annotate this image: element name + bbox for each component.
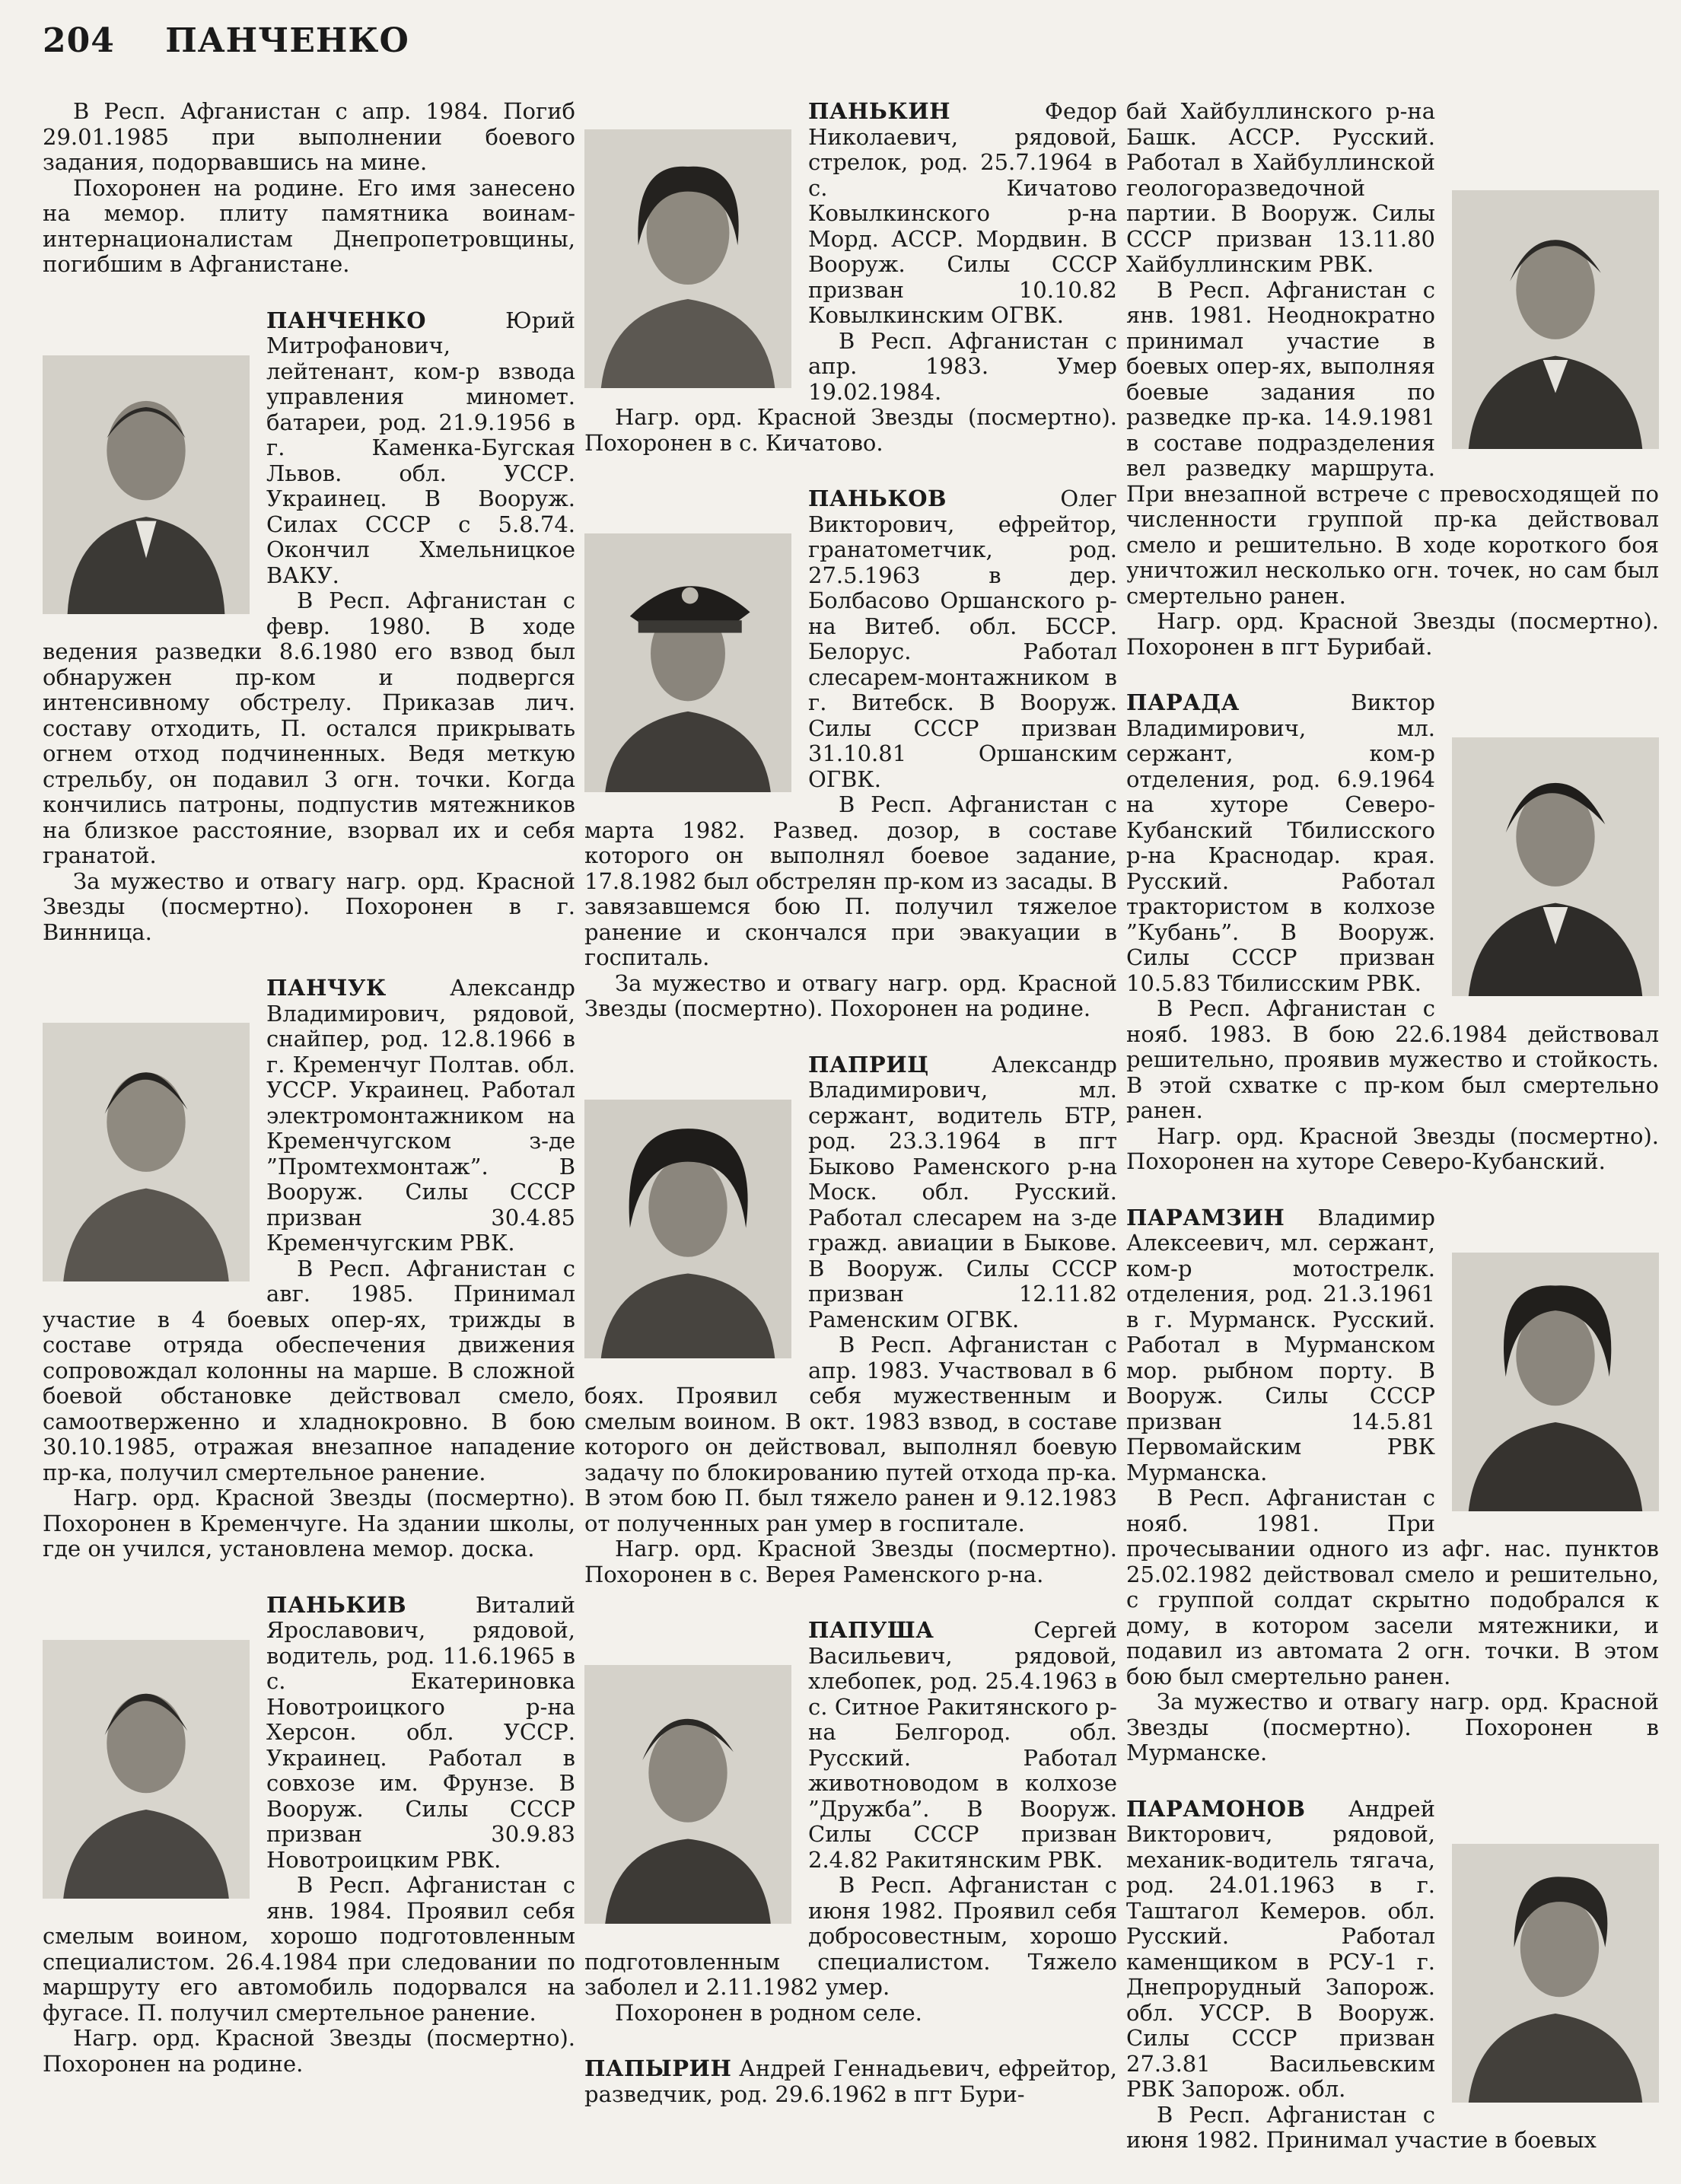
entry-heading: ПАРАМОНОВ Андрей Викторович, рядовой, механик-водитель тягача, род. 24.01.1963 в г. Таштагол Кемеров. обл. Русский. Работал каменщиком в РСУ-1 г. Днепрорудный Запорож. обл. УССР. В Вооруж. Силы СССР призван 27.3.81 Васильевским РВК Запорож. обл.: [1126, 1795, 1435, 2102]
column-3: [1126, 99, 1659, 2184]
surname: ПАРАМЗИН: [1126, 1204, 1285, 1230]
portrait-photo: [584, 533, 791, 792]
entry-panchuk: [43, 976, 575, 1562]
entry-heading: ПАНЬКИВ Виталий Ярославович, рядовой, водитель, род. 11.6.1965 в с. Екатериновка Новотроицкого р-на Херсон. обл. УССР. Украинец. Работал в совхозе им. Фрунзе. В Вооруж. Силы СССР призван 30.9.83 Новотроицким РВК.: [266, 1591, 575, 1873]
paragraph: За мужество и отвагу нагр. орд. Красной Звезды (посмертно). Похоронен в г. Винница.: [43, 868, 575, 945]
entry-parada: [1126, 690, 1659, 1175]
paragraph: Нагр. орд. Красной Звезды (посмертно). Похоронен на родине.: [43, 2025, 575, 2077]
entry-heading: ПАРАДА Виктор Владимирович, мл. сержант, ком-р отделения, род. 6.9.1964 на хуторе Северо-Кубанский Тбилисского р-на Краснодар. края. Русский. Работал трактористом в колхозе ”Кубань”. В Вооруж. Силы СССР призван 10.5.83 Тбилисским РВК.: [1126, 689, 1435, 996]
paragraph: За мужество и отвагу нагр. орд. Красной Звезды (посмертно). Похоронен в Мурманске.: [1126, 1689, 1659, 1765]
paragraph: Похоронен на родине. Его имя занесено на мемор. плиту памятника воинам-интернационалистам Днепропетровщины, погибшим в Афганистане.: [43, 174, 575, 277]
entry-paprits: [584, 1052, 1117, 1588]
entry-heading: ПАНЧУК Александр Владимирович, рядовой, снайпер, род. 12.8.1966 в г. Кременчуг Полтав. обл. УССР. Украинец. Работал электромонтажником на Кременчугском з-де ”Промтехмонтаж”. В Вооруж. Силы СССР призван 30.4.85 Кременчугским РВК.: [266, 975, 575, 1256]
paragraph: В Респ. Афганистан с апр. 1983. Участвовал в 6 боях. Проявил себя мужественным и смелым воином. В окт. 1983 взвод, в составе которого он действовал, выполнял боевую задачу по блокированию путей отхода пр-ка. В этом бою П. был тяжело ранен и 9.12.1983 от полученных ран умер в госпитале.: [584, 1332, 1117, 1536]
portrait-photo: [584, 129, 791, 388]
entry-papyrin-continued: [1126, 99, 1659, 660]
paragraph: За мужество и отвагу нагр. орд. Красной Звезды (посмертно). Похоронен на родине.: [584, 969, 1117, 1021]
portrait-photo: [1452, 1844, 1659, 2103]
paragraph: Нагр. орд. Красной Звезды (посмертно). Похоронен в пгт Бурибай.: [1126, 608, 1659, 660]
entry-heading: ПАРАМЗИН Владимир Алексеевич, мл. сержант, ком-р мотострелк. отделения, род. 21.3.1961 в г. Мурманск. Русский. Работал в Мурманском мор. рыбном порту. В Вооруж. Силы СССР призван 14.5.81 Первомайским РВК Мурманска.: [1126, 1204, 1435, 1485]
entry-pankov: [584, 486, 1117, 1022]
entry-papyrin: [584, 2056, 1117, 2107]
page-header: [43, 21, 409, 60]
surname: ПАПРИЦ: [808, 1051, 929, 1078]
portrait-photo: [1452, 737, 1659, 996]
surname: ПАПУША: [808, 1617, 934, 1643]
surname: ПАНЧУК: [266, 975, 387, 1001]
entry-heading: ПАНЧЕНКО Юрий Митрофанович, лейтенант, ком-р взвода управления миномет. батареи, род. 21.9.1956 в г. Каменка-Бугская Львов. обл. УССР. Украинец. В Вооруж. Силах СССР с 5.8.74. Окончил Хмельницкое ВАКУ.: [266, 307, 575, 588]
entry-heading: ПАПУША Сергей Васильевич, рядовой, хлебопек, род. 25.4.1963 в с. Ситное Ракитянского р-на Белгород. обл. Русский. Работал животноводом в колхозе ”Дружба”. В Вооруж. Силы СССР призван 2.4.82 Ракитянским РВК.: [808, 1617, 1117, 1873]
surname: ПАНЧЕНКО: [266, 307, 427, 333]
paragraph: В Респ. Афганистан с авг. 1985. Принимал участие в 4 боевых опер-ях, трижды в составе отряда обеспечения движения сопровождал колонны на марше. В сложной боевой обстановке действовал смело, самоотверженно и хладнокровно. В бою 30.10.1985, отражая внезапное нападение пр-ка, получил смертельное ранение.: [43, 1255, 575, 1485]
column-2: [584, 99, 1117, 2138]
paragraph: Нагр. орд. Красной Звезды (посмертно). Похоронен на хуторе Северо-Кубанский.: [1126, 1122, 1659, 1174]
entry-papusha: [584, 1618, 1117, 2026]
entry-continued: [43, 99, 575, 278]
paragraph: Нагр. орд. Красной Звезды (посмертно). Похоронен в Кременчуге. На здании школы, где он учился, установлена мемор. доска.: [43, 1485, 575, 1562]
paragraph: В Респ. Афганистан с марта 1982. Развед. дозор, в составе которого он выполнял боевое задание, 17.8.1982 был обстрелян пр-ком из засады. В завязавшемся бою П. получил тяжелое ранение и скончался при эвакуации в госпиталь.: [584, 791, 1117, 970]
entry-paramzin: [1126, 1205, 1659, 1766]
running-title: ПАНЧЕНКО: [165, 21, 409, 60]
portrait-photo: [43, 1023, 250, 1281]
surname: ПАНЬКОВ: [808, 486, 947, 511]
surname: ПАПЫРИН: [584, 2055, 732, 2081]
paragraph: В Респ. Афганистан с апр. 1984. Погиб 29.01.1985 при выполнении боевого задания, подорвавшись на мине.: [43, 98, 575, 175]
entry-heading: ПАНЬКИН Федор Николаевич, рядовой, стрелок, род. 25.7.1964 в с. Кичатово Ковылкинского р-на Морд. АССР. Мордвин. В Вооруж. Силы СССР призван 10.10.82 Ковылкинским ОГВК.: [808, 98, 1117, 328]
entry-paramonov: [1126, 1797, 1659, 2154]
surname: ПАРАМОНОВ: [1126, 1795, 1306, 1822]
portrait-photo: [1452, 1253, 1659, 1511]
paragraph: В Респ. Афганистан с февр. 1980. В ходе ведения разведки 8.6.1980 его взвод был обнаружен пр-ком и подвергся интенсивному обстрелу. Приказав лич. составу отходить, П. остался прикрывать огнем отход подчиненных. Ведя меткую стрельбу, он подавил 3 огн. точки. Когда кончились патроны, подпустив мятежников на близкое расстояние, взорвал их и себя гранатой.: [43, 587, 575, 868]
paragraph: Похоронен в родном селе.: [615, 1999, 922, 2026]
surname: ПАНЬКИВ: [266, 1591, 407, 1618]
paragraph: В Респ. Афганистан с нояб. 1983. В бою 22.6.1984 действовал решительно, проявив мужество и стойкость. В этой схватке с пр-ком был смертельно ранен.: [1126, 995, 1659, 1123]
entry-pankiv: [43, 1593, 575, 2077]
column-1: [43, 99, 575, 2107]
paragraph: В Респ. Афганистан с апр. 1983. Умер 19.02.1984.: [808, 327, 1117, 405]
paragraph: В Респ. Афганистан с июня 1982. Принимал участие в боевых: [1126, 2101, 1597, 2153]
portrait-photo: [43, 355, 250, 614]
entry-panchenko: [43, 308, 575, 946]
portrait-photo: [1452, 190, 1659, 449]
page-number: 204: [43, 21, 115, 60]
entry-heading: ПАНЬКОВ Олег Викторович, ефрейтор, гранатометчик, род. 27.5.1963 в дер. Болбасово Оршанского р-на Витеб. обл. БССР. Белорус. Работал слесарем-монтажником в г. Витебск. В Вооруж. Силы СССР призван 31.10.81 Оршанским ОГВК.: [808, 486, 1117, 792]
entry-pankin: [584, 99, 1117, 456]
paragraph: В Респ. Афганистан с июня 1982. Проявил себя добросовестным, хорошо подготовленным специалистом. Тяжело заболел и 2.11.1982 умер.: [584, 1872, 1117, 2000]
portrait-photo: [43, 1640, 250, 1899]
surname: ПАНЬКИН: [808, 98, 951, 124]
paragraph: Нагр. орд. Красной Звезды (посмертно). Похоронен в с. Верея Раменского р-на.: [584, 1536, 1117, 1587]
portrait-photo: [584, 1100, 791, 1358]
paragraph: бай Хайбуллинского р-на Башк. АССР. Русский. Работал в Хайбуллинской геологоразведочной партии. В Вооруж. Силы СССР призван 13.11.80 Хайбуллинским РВК.: [1126, 98, 1435, 277]
paragraph: В Респ. Афганистан с янв. 1984. Проявил себя смелым воином, хорошо подготовленным специалистом. 26.4.1984 при следовании по маршруту его автомобиль подорвался на фугасе. П. получил смертельное ранение.: [43, 1872, 575, 2026]
portrait-photo: [584, 1665, 791, 1924]
entry-heading: ПАПЫРИН Андрей Геннадьевич, ефрейтор, разведчик, род. 29.6.1962 в пгт Бури-: [584, 2055, 1117, 2107]
entry-heading: ПАПРИЦ Александр Владимирович, мл. сержант, водитель БТР, род. 23.3.1964 в пгт Быково Раменского р-на Моск. обл. Русский. Работал слесарем на з-де гражд. авиации в Быкове. В Вооруж. Силы СССР призван 12.11.82 Раменским ОГВК.: [808, 1051, 1117, 1332]
surname: ПАРАДА: [1126, 689, 1240, 715]
paragraph: Нагр. орд. Красной Звезды (посмертно). Похоронен в с. Кичатово.: [584, 404, 1117, 456]
paragraph: В Респ. Афганистан с нояб. 1981. При прочесывании одного из афг. нас. пунктов 25.02.1982 действовал смело и решительно, с группой солдат скрытно подобрался к дому, в котором засели мятежники, и подавил из автомата 2 огн. точки. В этом бою был смертельно ранен.: [1126, 1485, 1659, 1689]
paragraph: В Респ. Афганистан с янв. 1981. Неоднократно принимал участие в боевых опер-ях, выполняя боевые задания по разведке пр-ка. 14.9.1981 в составе подразделения вел разведку маршрута. При внезапной встрече с превосходящей по численности группой пр-ка действовал смело и решительно. В ходе короткого боя уничтожил несколько огн. точек, но сам был смертельно ранен.: [1126, 276, 1659, 609]
